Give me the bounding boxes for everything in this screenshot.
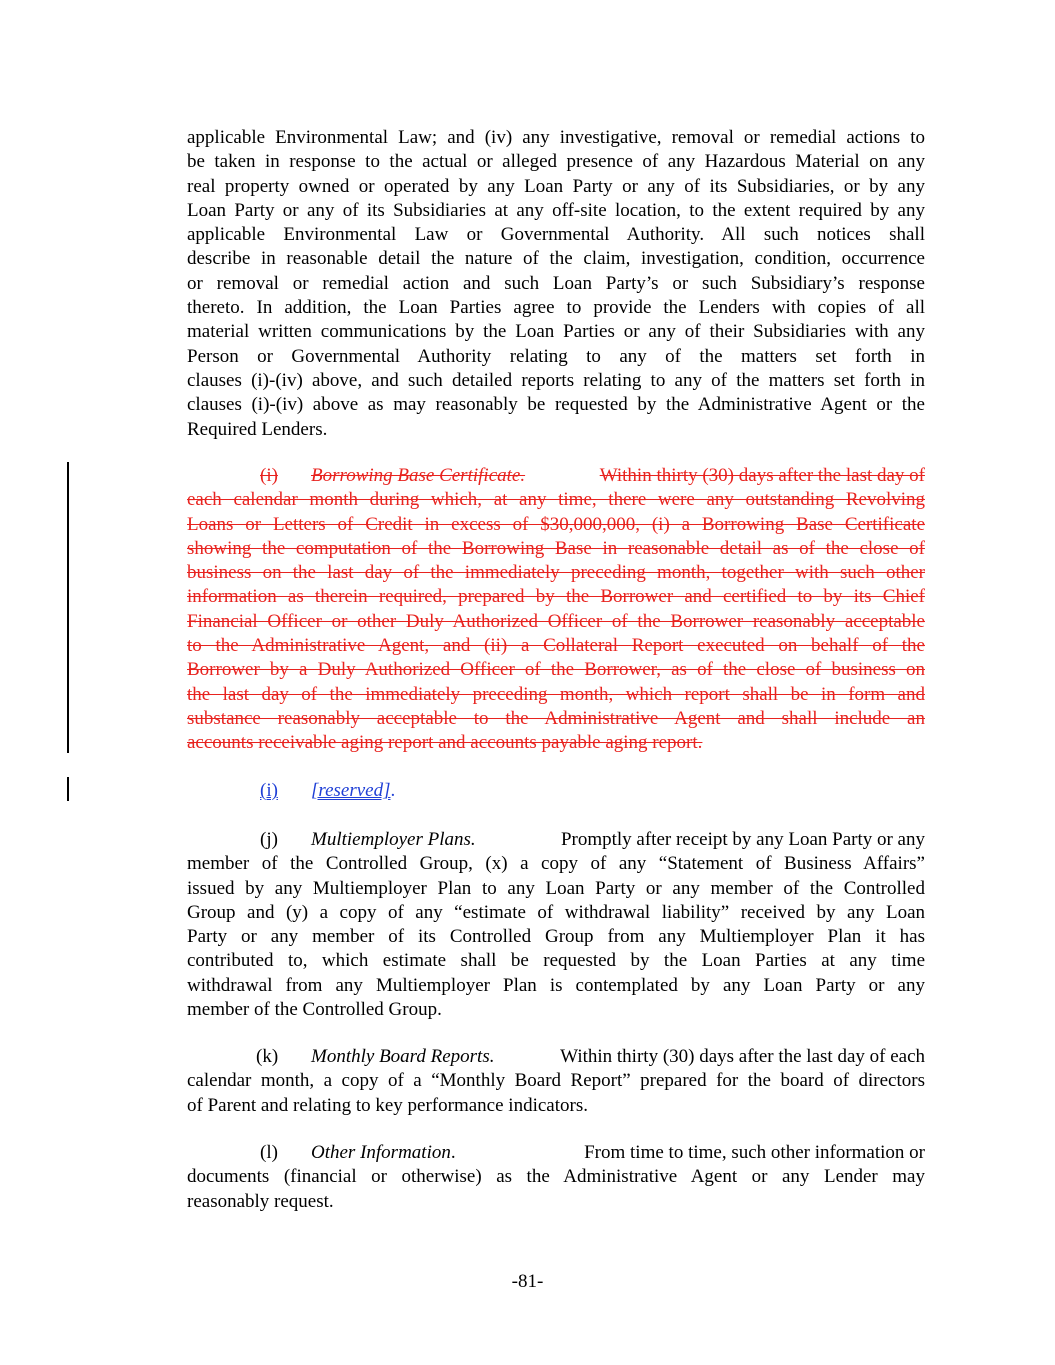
section-first-line: Within thirty (30) days after the last day of (599, 465, 925, 486)
paragraph-line: Person or Governmental Authority relating to any of the matters set forth in (187, 345, 925, 367)
section-number: (l) (260, 1142, 278, 1163)
section-line: calendar month, a copy of a “Monthly Board Report” prepared for the board of directors (187, 1070, 925, 1092)
section-number: (i) (260, 465, 278, 486)
paragraph-line: applicable Environmental Law or Governmental Authority. All such notices shall (187, 224, 925, 246)
section-line: contributed to, which estimate shall be requested by the Loan Parties at any time (187, 950, 925, 972)
section-trailing: . (390, 780, 396, 801)
section-line: member of the Controlled Group, (x) a copy of any “Statement of Business Affairs” (187, 853, 925, 875)
section-j-multiemployer-plans (187, 828, 925, 1022)
section-line: issued by any Multiemployer Plan to any Loan Party or any member of the Controlled (187, 877, 925, 899)
section-title: Monthly Board Reports. (311, 1046, 495, 1067)
paragraph-line: applicable Environmental Law; and (iv) any investigative, removal or remedial actions to (187, 127, 925, 148)
section-first-line: From time to time, such other information or (584, 1142, 925, 1163)
change-bar-inserted (67, 777, 69, 801)
section-line: withdrawal from any Multiemployer Plan is contemplated by any Loan Party or any (187, 974, 925, 996)
deleted-line: information as therein required, prepared by the Borrower and certified to by its Chief (187, 586, 925, 608)
paragraph-line: Required Lenders. (187, 418, 328, 440)
section-heading-line (187, 1045, 925, 1069)
page-number: -81- (511, 1271, 544, 1292)
section-heading-line (187, 1141, 925, 1165)
section-number: (k) (256, 1046, 279, 1067)
deleted-line: to the Administrative Agent, and (ii) a Collateral Report executed on behalf of the (187, 635, 925, 657)
top-paragraph (187, 126, 925, 442)
deleted-line: each calendar month during which, at any time, there were any outstanding Revolving (187, 489, 925, 511)
section-k-monthly-board-reports (187, 1045, 925, 1118)
section-title: Borrowing Base Certificate. (311, 465, 526, 486)
paragraph-line: thereto. In addition, the Loan Parties agree to provide the Lenders with copies of all (187, 297, 925, 319)
paragraph-line: be taken in response to the actual or alleged presence of any Hazardous Material on any (187, 151, 925, 173)
paragraph-line: or removal or remedial action and such Loan Party’s or such Subsidiary’s response (187, 272, 925, 294)
deleted-line: showing the computation of the Borrowing Base in reasonable detail as of the close of (187, 537, 925, 559)
section-line: Party or any member of its Controlled Group from any Multiemployer Plan it has (187, 926, 925, 948)
deleted-line: Borrower by a Duly Authorized Officer of the Borrower, as of the close of business on (187, 659, 925, 681)
section-heading-line (187, 828, 925, 852)
section-number: (i) (260, 780, 278, 801)
section-line: reasonably request. (187, 1190, 334, 1212)
section-title: Other Information (311, 1142, 451, 1163)
deleted-line: Loans or Letters of Credit in excess of $30,000,000, (i) a Borrowing Base Certificate (187, 513, 925, 535)
paragraph-line: material written communications by the Loan Parties or any of their Subsidiaries with any (187, 321, 925, 343)
section-first-line: Within thirty (30) days after the last day of each (560, 1046, 925, 1067)
change-bar-deleted (67, 462, 69, 753)
section-l-other-information (187, 1141, 925, 1214)
paragraph-line: Loan Party or any of its Subsidiaries at any off-site location, to the extent required by any (187, 199, 925, 221)
section-number: (j) (260, 829, 278, 850)
deleted-line: the last day of the immediately preceding month, which report shall be in form and (187, 683, 925, 705)
section-line: Group and (y) a copy of any “estimate of withdrawal liability” received by any Loan (187, 901, 925, 923)
paragraph-line: clauses (i)-(iv) above, and such detailed reports relating to any of the matters set forth in (187, 369, 925, 391)
section-first-line: Promptly after receipt by any Loan Party or any (560, 829, 925, 850)
section-line: documents (financial or otherwise) as the Administrative Agent or any Lender may (187, 1166, 925, 1188)
paragraph-line: describe in reasonable detail the nature of the claim, investigation, condition, occurrence (187, 248, 925, 270)
deleted-heading-line (187, 464, 925, 488)
deleted-line: accounts receivable aging report and accounts payable aging report. (187, 732, 703, 754)
deleted-section-borrowing-base (187, 464, 925, 756)
section-line: member of the Controlled Group. (187, 999, 442, 1021)
paragraph-line: clauses (i)-(iv) above as may reasonably be requested by the Administrative Agent or the (187, 394, 925, 416)
inserted-section-reserved (187, 779, 925, 803)
deleted-line: business on the last day of the immediately preceding month, together with such other (187, 562, 925, 584)
section-title: Multiemployer Plans. (311, 829, 476, 850)
deleted-line: substance reasonably acceptable to the Administrative Agent and shall include an (187, 707, 925, 729)
paragraph-line: real property owned or operated by any Loan Party or any of its Subsidiaries, or by any (187, 175, 925, 197)
section-title-punct: . (450, 1142, 456, 1163)
inserted-line (187, 779, 925, 803)
section-line: of Parent and relating to key performance indicators. (187, 1094, 588, 1116)
deleted-line: Financial Officer or other Duly Authorized Officer of the Borrower reasonably acceptable (187, 610, 925, 632)
section-title: [reserved] (311, 780, 391, 801)
